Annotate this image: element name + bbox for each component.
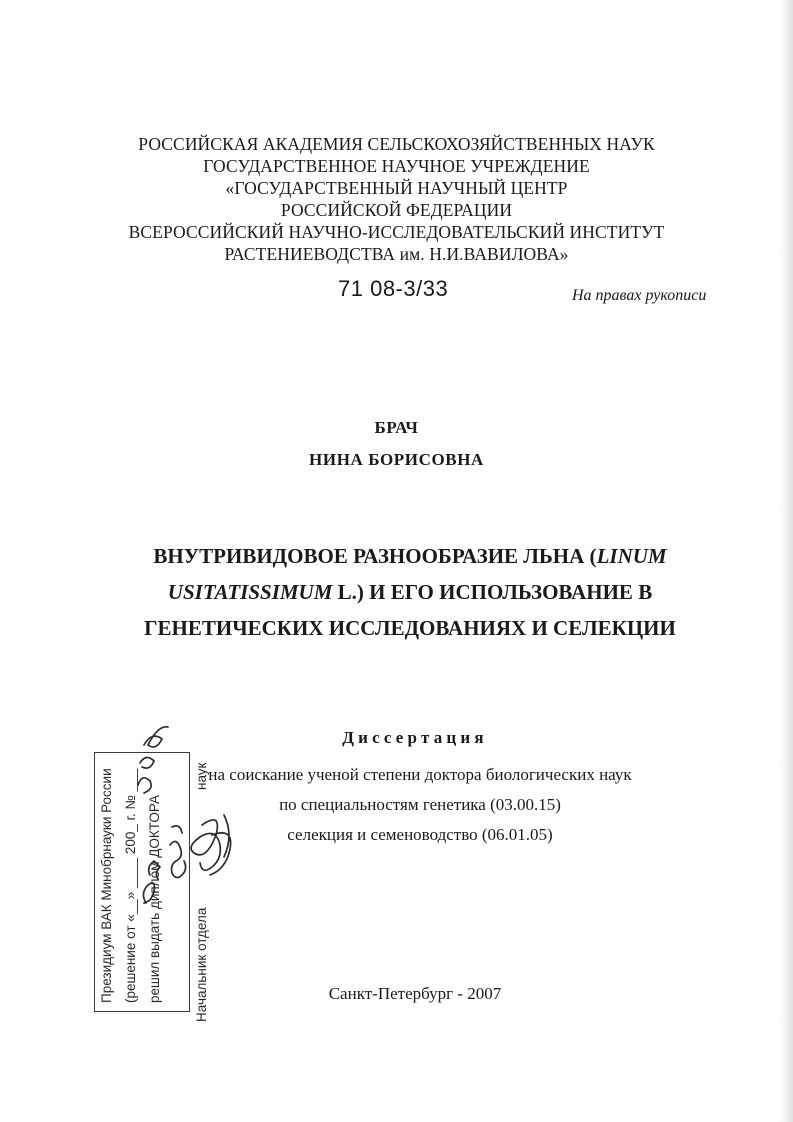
stamp-side-tail: наук (194, 762, 209, 790)
rights-notice: На правах рукописи (572, 287, 707, 304)
title-line-3: ГЕНЕТИЧЕСКИХ ИССЛЕДОВАНИЯХ И СЕЛЕКЦИИ (144, 616, 676, 640)
institution-header (0, 133, 793, 265)
stamp-line: Президиум ВАК Минобрнауки России (99, 768, 114, 1003)
header-line: ГОСУДАРСТВЕННОЕ НАУЧНОЕ УЧРЕЖДЕНИЕ (203, 156, 590, 176)
header-line: РОССИЙСКОЙ ФЕДЕРАЦИИ (280, 200, 513, 220)
header-line: «ГОСУДАРСТВЕННЫЙ НАУЧНЫЙ ЦЕНТР (225, 178, 568, 198)
title-latin-species: USITATISSIMUM (167, 580, 333, 604)
author-surname: БРАЧ (374, 418, 419, 437)
work-type: Диссертация (342, 728, 488, 747)
title-text: L.) И ЕГО ИСПОЛЬЗОВАНИЕ В (332, 580, 653, 604)
header-line: РАСТЕНИЕВОДСТВА им. Н.И.ВАВИЛОВА» (224, 244, 569, 264)
stamp-text (95, 753, 191, 1013)
vak-approval-stamp (94, 752, 190, 1012)
title-line-2 (80, 574, 740, 610)
degree-line: селекция и семеноводство (06.01.05) (287, 825, 553, 844)
degree-statement (180, 760, 660, 850)
header-line: ВСЕРОССИЙСКИЙ НАУЧНО-ИССЛЕДОВАТЕЛЬСКИЙ ИНСТИТУТ (128, 222, 665, 242)
shelfmark-number: 71 08-3/33 (338, 276, 449, 301)
imprint-city-year: Санкт-Петербург - 2007 (328, 984, 502, 1003)
stamp-side-text (188, 752, 218, 1022)
author-given-names: НИНА БОРИСОВНА (309, 450, 484, 469)
header-line: РОССИЙСКАЯ АКАДЕМИЯ СЕЛЬСКОХОЗЯЙСТВЕННЫХ НАУК (138, 134, 655, 154)
degree-line: на соискание ученой степени доктора биологических наук (208, 765, 632, 784)
dissertation-title (80, 538, 740, 646)
title-latin-genus: LINUM (596, 544, 667, 568)
degree-line: по специальностям генетика (03.00.15) (279, 795, 561, 814)
stamp-line: решил выдать диплом ДОКТОРА (147, 795, 162, 1003)
stamp-signature-line (188, 752, 218, 1022)
title-text: ВНУТРИВИДОВОЕ РАЗНООБРАЗИЕ ЛЬНА ( (153, 544, 597, 568)
stamp-side-label: Начальник отдела (194, 907, 209, 1022)
stamp-line: (решение от «__» ____ 200_ г. № ___ (123, 768, 138, 1003)
title-line-1 (80, 538, 740, 574)
